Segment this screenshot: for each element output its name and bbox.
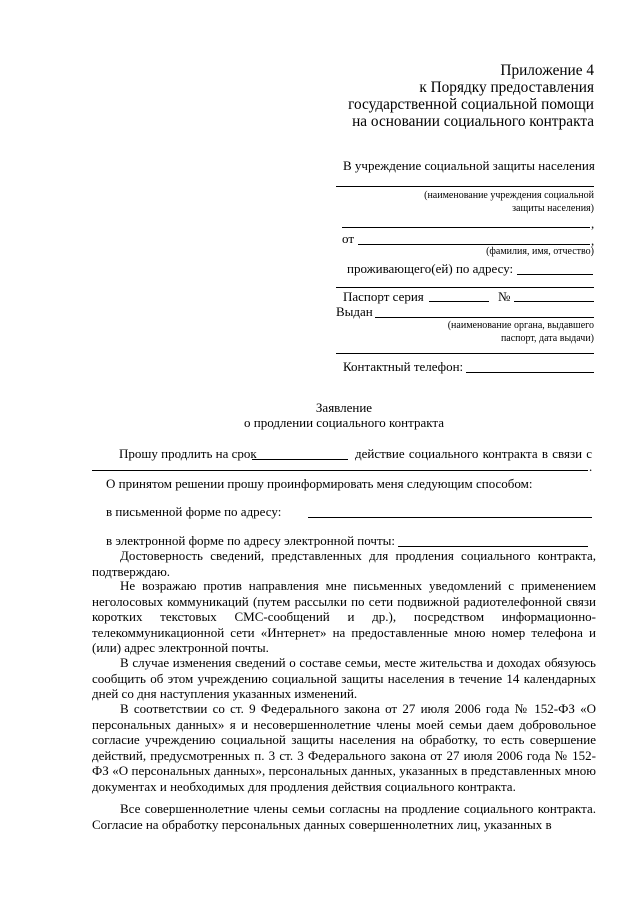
annex-ref-line: к Порядку предоставления	[419, 79, 594, 96]
extension-reason-field[interactable]	[92, 470, 588, 471]
email-form-label: в электронной форме по адресу электронной почты:	[106, 533, 395, 548]
institution-hint: (наименование учреждения социальной	[424, 190, 594, 201]
paragraph-reliability: Достоверность сведений, представленных для продления социального контракта, подтверждаю.	[92, 548, 596, 579]
issuer-hint: паспорт, дата выдачи)	[500, 333, 594, 344]
written-address-field[interactable]	[308, 517, 592, 518]
email-address-field[interactable]	[398, 546, 588, 547]
passport-series-field[interactable]	[429, 301, 489, 302]
paragraph-personal-data-consent: В соответствии со ст. 9 Федерального закона от 27 июля 2006 года № 152-ФЗ «О персональных данных» я и несовершеннолетние члены моей семьи даем добровольное согласие учреждению социальной защиты населения на обработку, то есть совершение действий, предусмотренных п. 3 ст. 3 Федерального закона от 27 июля 2006 года № 152-ФЗ «О персональных данных», персональных данных, указанных в представленных мною документах и необходимых для продления действия социального контракта.	[92, 701, 596, 794]
document-title: Заявление	[315, 400, 373, 415]
institution-name-field[interactable]	[336, 186, 594, 187]
document-subtitle: о продлении социального контракта	[243, 415, 444, 430]
residence-field[interactable]	[517, 274, 593, 275]
fio-hint: (фамилия, имя, отчество)	[486, 246, 594, 257]
passport-issuer-field[interactable]	[375, 317, 594, 318]
paragraph-changes: В случае изменения сведений о составе семьи, месте жительства и доходах обязуюсь сообщить об этом учреждению социальной защиты населения в течение 14 календарных дней со дня наступления указанных изменений.	[92, 655, 596, 701]
passport-number-field[interactable]	[514, 301, 594, 302]
passport-number-label: №	[498, 289, 511, 304]
period: .	[589, 459, 593, 474]
paragraph-no-objection: Не возражаю против направления мне письменных уведомлений с применением неголосовых коммуникаций (путем рассылки по сети подвижной радиотелефонной связи коротких текстовых СМС-сообщений и др.), посредством информационно-телекоммуникационной сети «Интернет» на предоставленные мною номер телефона и (или) адрес электронной почты.	[92, 578, 596, 655]
phone-field[interactable]	[466, 372, 594, 373]
institution-hint: защиты населения)	[512, 203, 594, 214]
paragraph-adult-members: Все совершеннолетние члены семьи согласны на продление социального контракта. Согласие на обработку персональных данных совершеннолетних лиц, указанных в	[92, 801, 596, 832]
issued-label: Выдан	[336, 304, 373, 319]
from-label: от	[342, 231, 355, 246]
comma: ,	[591, 233, 595, 248]
written-form-label: в письменной форме по адресу:	[106, 504, 282, 519]
issuer-hint: (наименование органа, выдавшего	[447, 320, 594, 331]
passport-issuer-field-2[interactable]	[336, 353, 594, 354]
extend-request-suffix: действие социального контракта в связи с	[355, 446, 593, 461]
inform-method-line: О принятом решении прошу проинформировать меня следующим способом:	[106, 476, 533, 491]
annex-ref-line: государственной социальной помощи	[348, 96, 594, 113]
residence-field-2[interactable]	[336, 287, 594, 288]
comma: ,	[591, 216, 595, 231]
residence-label: проживающего(ей) по адресу:	[347, 261, 514, 276]
extend-request-prefix: Прошу продлить на срок	[119, 446, 257, 461]
addressee-label: В учреждение социальной защиты населения	[343, 158, 595, 173]
phone-label: Контактный телефон:	[343, 359, 464, 374]
passport-series-label: Паспорт серия	[343, 289, 424, 304]
extension-period-field[interactable]	[252, 459, 348, 460]
annex-number: Приложение 4	[500, 62, 594, 79]
institution-name-field-2[interactable]	[342, 227, 590, 228]
applicant-name-field[interactable]	[358, 244, 590, 245]
annex-ref-line: на основании социального контракта	[352, 113, 594, 130]
